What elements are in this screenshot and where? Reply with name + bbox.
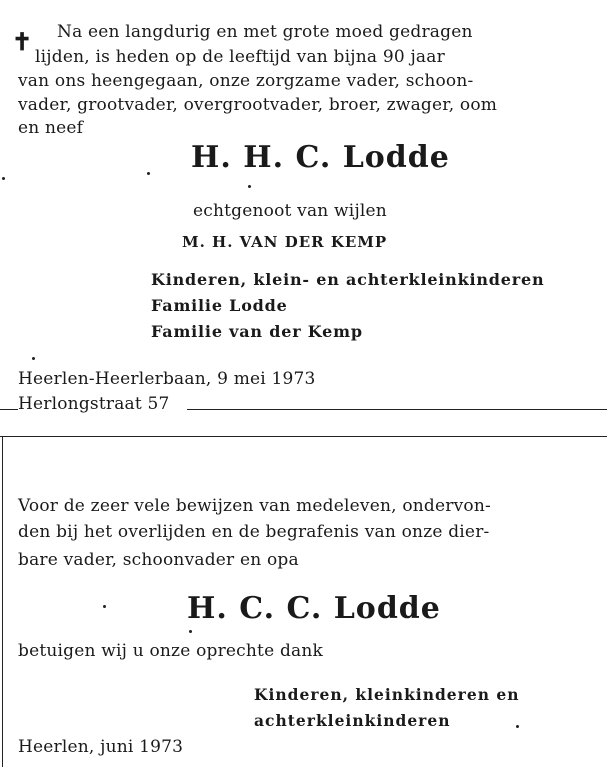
thanks-notice: [0, 437, 607, 767]
print-speck: [147, 172, 150, 175]
mourners-line-2: Familie Lodde: [151, 296, 288, 315]
spouse-name: M. H. VAN DER KEMP: [182, 233, 388, 251]
deceased-name: H. H. C. Lodde: [191, 140, 450, 175]
mourners-line-3: Familie van der Kemp: [151, 322, 363, 341]
spouse-label: echtgenoot van wijlen: [193, 201, 387, 221]
print-speck: [2, 177, 5, 180]
intro-line-3: van ons heengegaan, onze zorgzame vader, schoon-: [18, 71, 474, 91]
signature-line-1: Kinderen, kleinkinderen en: [254, 685, 520, 704]
intro-line-4: vader, grootvader, overgrootvader, broer, zwager, oom: [18, 95, 498, 115]
thanks-intro-line-3: bare vader, schoonvader en opa: [18, 550, 299, 570]
intro-line-1: Na een langdurig en met grote moed gedragen: [57, 22, 473, 42]
signature-line-2: achterkleinkinderen: [254, 711, 451, 730]
print-speck: [32, 357, 35, 360]
print-speck: [189, 630, 192, 633]
place-date: Heerlen-Heerlerbaan, 9 mei 1973: [18, 369, 316, 389]
cross-icon: ✝: [12, 27, 33, 56]
print-speck: [248, 185, 251, 188]
thanks-intro-line-2: den bij het overlijden en de begrafenis van onze dier-: [18, 522, 490, 542]
thanks-line: betuigen wij u onze oprechte dank: [18, 641, 324, 661]
separator-rule: [187, 409, 607, 410]
mourners-line-1: Kinderen, klein- en achterkleinkinderen: [151, 270, 545, 289]
intro-line-2: lijden, is heden op de leeftijd van bijna 90 jaar: [35, 47, 445, 67]
thanks-place-date: Heerlen, juni 1973: [18, 737, 184, 757]
print-speck: [103, 605, 106, 608]
thanks-deceased-name: H. C. C. Lodde: [187, 591, 441, 626]
print-speck: [516, 725, 519, 728]
intro-line-5: en neef: [18, 118, 84, 138]
address: Herlongstraat 57: [18, 394, 170, 414]
thanks-intro-line-1: Voor de zeer vele bewijzen van medeleven, ondervon-: [18, 496, 491, 516]
separator-rule: [0, 409, 18, 410]
